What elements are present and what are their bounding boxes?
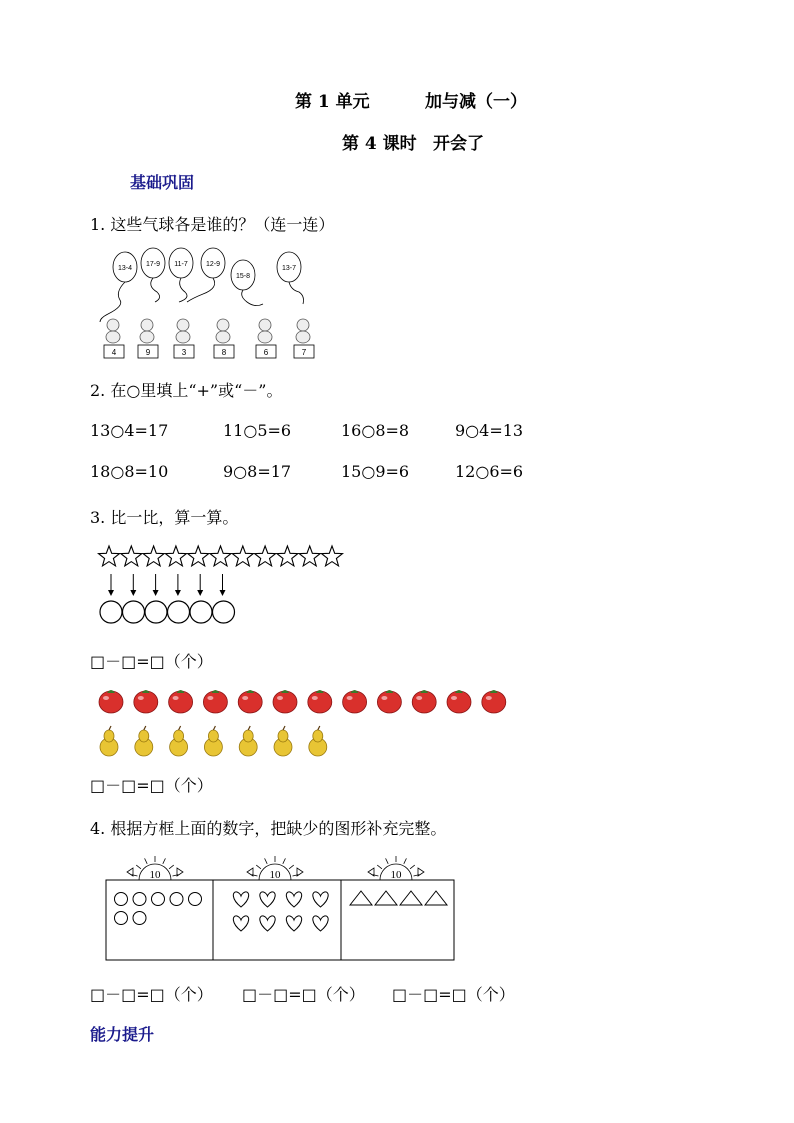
question-4-text: 4. 根据方框上面的数字，把缺少的图形补充完整。	[90, 819, 447, 838]
apple-icon	[308, 690, 332, 713]
q2-equation: 15○9=6	[341, 462, 410, 481]
circle-shape	[145, 601, 167, 623]
balloon	[187, 248, 225, 302]
circle-shape	[152, 893, 165, 906]
circle-shape	[133, 912, 146, 925]
q2-equation: 9○4=13	[455, 421, 524, 440]
box-number-3: 10	[390, 869, 402, 881]
circle-shape	[170, 893, 183, 906]
heart-shape	[260, 916, 275, 931]
balloon-label: 17-9	[145, 261, 161, 268]
heart-shape	[313, 916, 328, 931]
animal-number: 4	[111, 348, 117, 357]
balloon	[231, 260, 263, 306]
balloon-label: 15-8	[235, 273, 251, 280]
apples-pears-figure	[95, 686, 515, 761]
unit-label: 第 1 单元	[295, 92, 370, 112]
animal	[256, 319, 276, 358]
q2-equation: 16○8=8	[341, 421, 410, 440]
star-icon	[232, 546, 253, 566]
pear-icon	[309, 726, 327, 756]
balloon-label: 12-9	[205, 261, 221, 268]
animal-number: 8	[221, 348, 227, 357]
heart-shape	[233, 892, 248, 907]
triangle-shape	[425, 891, 447, 905]
balloon	[141, 248, 165, 302]
pear-icon	[170, 726, 188, 756]
star-icon	[143, 546, 164, 566]
circle-shape	[100, 601, 122, 623]
heart-shape	[260, 892, 275, 907]
heart-shape	[286, 916, 301, 931]
animal-number: 9	[145, 348, 151, 357]
animal	[104, 319, 124, 358]
star-icon	[188, 546, 209, 566]
q2-equation: 11○5=6	[223, 421, 292, 440]
apple-icon	[169, 690, 193, 713]
box-number-2: 10	[269, 869, 281, 881]
balloon-label: 13-7	[281, 265, 297, 272]
question-2-text: 2. 在○里填上“+”或“－”。	[90, 381, 283, 400]
q3-equation-1: □－□=□（个）	[90, 652, 213, 671]
animal	[138, 319, 158, 358]
apple-icon	[203, 690, 227, 713]
animal-number: 3	[181, 348, 187, 357]
q2-equation: 9○8=17	[223, 462, 292, 481]
circle-shape	[190, 601, 212, 623]
animal	[294, 319, 314, 358]
animal	[214, 319, 234, 358]
balloon	[277, 252, 304, 304]
apple-icon	[482, 690, 506, 713]
pear-icon	[274, 726, 292, 756]
arrow-head	[197, 590, 203, 596]
apple-icon	[273, 690, 297, 713]
apple-icon	[447, 690, 471, 713]
arrow-head	[175, 590, 181, 596]
heart-shape	[313, 892, 328, 907]
star-icon	[99, 546, 120, 566]
triangle-shape	[350, 891, 372, 905]
balloon	[100, 252, 137, 322]
circle-shape	[133, 893, 146, 906]
star-icon	[255, 546, 276, 566]
animal-number: 7	[301, 348, 307, 357]
pear-icon	[100, 726, 118, 756]
q2-equation: 18○8=10	[90, 462, 169, 481]
section-basic-heading: 基础巩固	[130, 173, 195, 192]
apple-icon	[412, 690, 436, 713]
shape-boxes-figure	[100, 850, 460, 965]
circle-shape	[168, 601, 190, 623]
circle-shape	[189, 893, 202, 906]
unit-title: 加与减（一）	[425, 92, 527, 112]
q4-equation-2: □－□=□（个）	[242, 985, 365, 1004]
stars-circles-figure	[95, 540, 355, 630]
balloon	[169, 248, 193, 302]
arrow-head	[130, 590, 136, 596]
animal-number: 6	[263, 348, 269, 357]
question-1-text: 1. 这些气球各是谁的？（连一连）	[90, 215, 335, 234]
balloon-animal-figure	[95, 245, 335, 365]
q3-equation-2: □－□=□（个）	[90, 776, 213, 795]
circle-shape	[213, 601, 235, 623]
triangle-shape	[375, 891, 397, 905]
apple-icon	[377, 690, 401, 713]
star-icon	[165, 546, 186, 566]
box-number-1: 10	[149, 869, 161, 881]
q4-equation-3: □－□=□（个）	[392, 985, 515, 1004]
heart-shape	[286, 892, 301, 907]
q4-equation-1: □－□=□（个）	[90, 985, 213, 1004]
pear-icon	[239, 726, 257, 756]
q2-equation: 12○6=6	[455, 462, 524, 481]
apple-icon	[99, 690, 123, 713]
circle-shape	[115, 912, 128, 925]
triangle-shape	[400, 891, 422, 905]
star-icon	[277, 546, 298, 566]
balloon-label: 11-7	[174, 261, 188, 268]
star-icon	[210, 546, 231, 566]
circle-shape	[123, 601, 145, 623]
lesson-title: 开会了	[433, 134, 484, 154]
animal	[174, 319, 194, 358]
apple-icon	[238, 690, 262, 713]
question-3-text: 3. 比一比，算一算。	[90, 508, 239, 527]
star-icon	[299, 546, 320, 566]
apple-icon	[343, 690, 367, 713]
arrow-head	[108, 590, 114, 596]
balloon-label: 13-4	[117, 265, 133, 272]
arrow-head	[220, 590, 226, 596]
arrow-head	[153, 590, 159, 596]
pear-icon	[135, 726, 153, 756]
star-icon	[322, 546, 343, 566]
pear-icon	[204, 726, 222, 756]
star-icon	[121, 546, 142, 566]
section-advanced-heading: 能力提升	[90, 1025, 155, 1044]
circle-shape	[115, 893, 128, 906]
apple-icon	[134, 690, 158, 713]
q2-equation: 13○4=17	[90, 421, 169, 440]
heart-shape	[233, 916, 248, 931]
lesson-label: 第 4 课时	[342, 134, 417, 154]
